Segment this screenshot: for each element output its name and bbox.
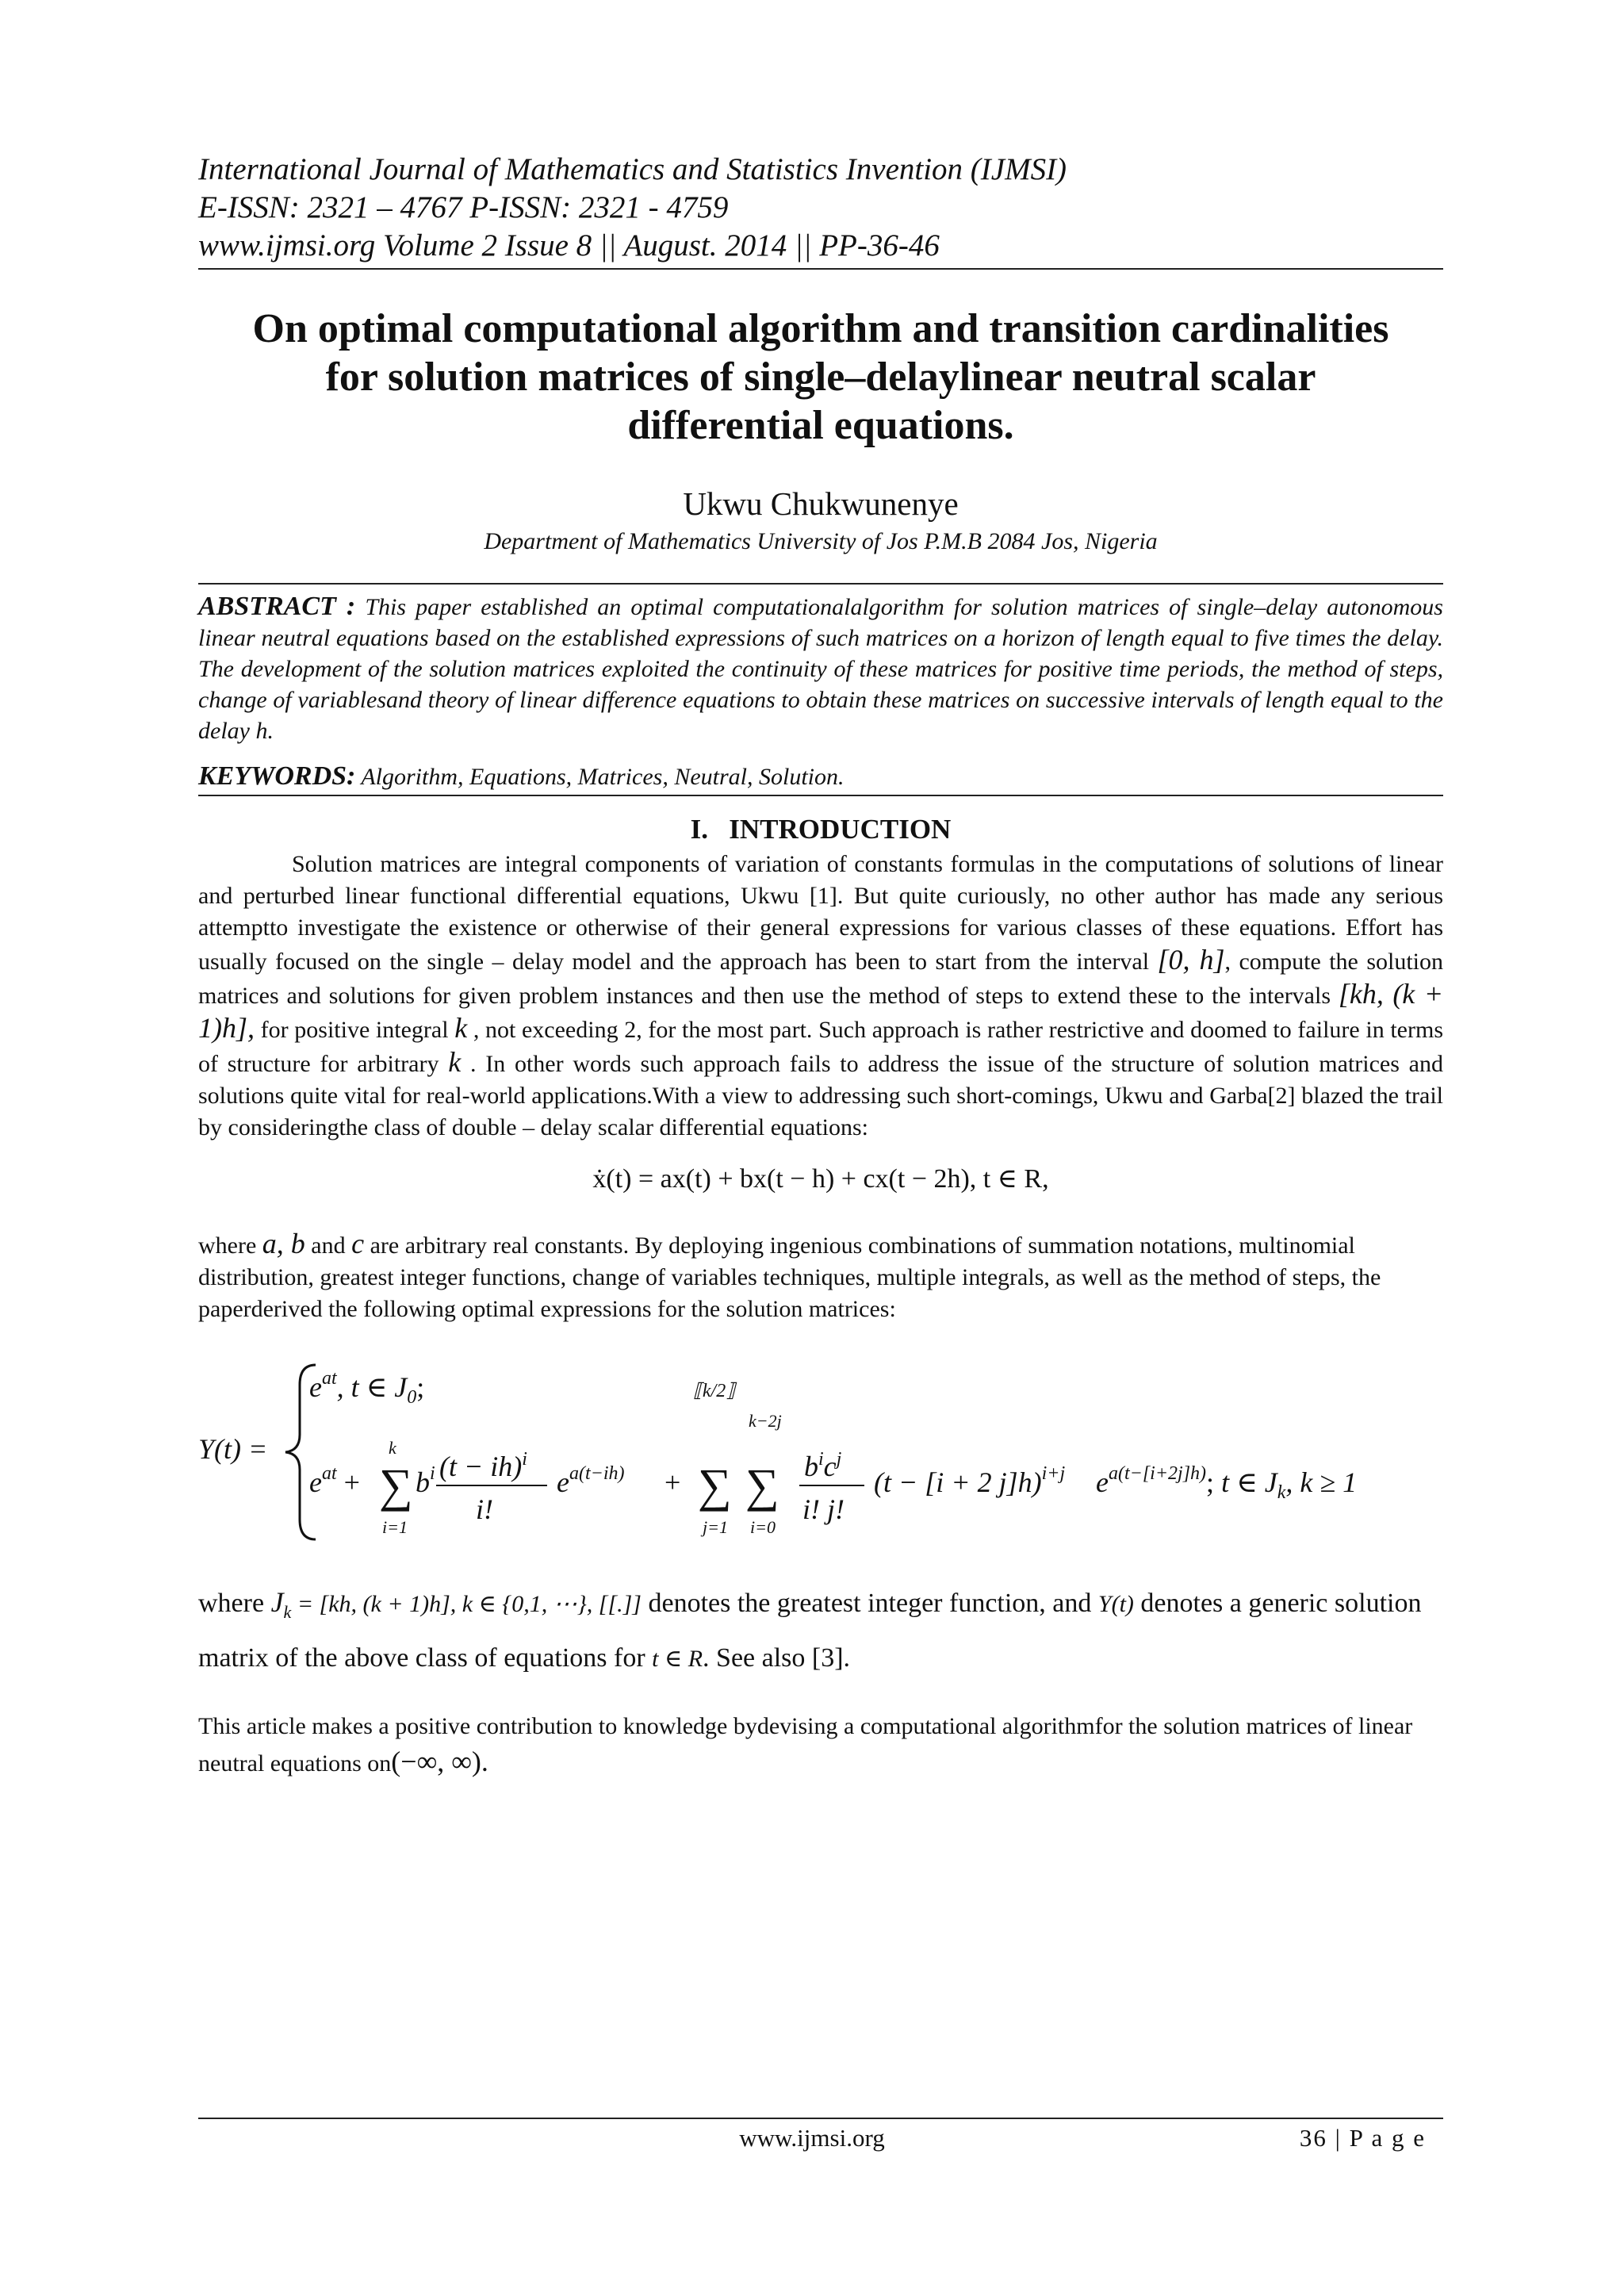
para3-text-2: denotes the greatest integer function, and xyxy=(641,1589,1098,1618)
svg-text:i! j!: i! j! xyxy=(802,1493,845,1525)
var-a-b: a, b xyxy=(262,1228,305,1259)
author-affiliation: Department of Mathematics University of Jos P.M.B 2084 Jos, Nigeria xyxy=(484,528,1158,554)
abstract-text: This paper established an optimal computationalalgorithm for solution matrices of single–delay autonomous linear neutral equations based on the established expressions of such matrices on a horizon of length equal to five times the delay. The development of the solution matrices exploited the continuity of these matrices for positive time periods, the method of steps, change of variablesand theory of linear difference equations to obtain these matrices on successive intervals of length equal to the delay h. xyxy=(198,594,1443,744)
interval-infinity: (−∞, ∞). xyxy=(391,1745,488,1777)
para2-and: and xyxy=(304,1232,352,1259)
journal-volume: www.ijmsi.org Volume 2 Issue 8 || August. 2014 || PP-36-46 xyxy=(198,228,940,263)
equation-1: ẋ(t) = ax(t) + bx(t − h) + cx(t − 2h), t ∈ R, xyxy=(592,1164,1049,1194)
para3-text-1: where xyxy=(198,1589,271,1618)
para4-text-1: This article makes a positive contribution to knowledge bydevising a computational algorithmfor the solution matrices of linear neutral equations on xyxy=(198,1712,1413,1777)
intro-text-1: Solution matrices are integral components of variation of constants formulas in the computations of solutions of linear and perturbed linear functional differential equations, Ukwu [1]. But quite curiously, no other author has made any serious attemptto investigate the existence or otherwise of their general expressions for various classes of these equations. Effort has usually focused on the single – delay model and the approach has been to start from the interval xyxy=(198,851,1443,975)
svg-text:k: k xyxy=(389,1438,396,1458)
formula-case-2 xyxy=(309,1381,1357,1537)
intro-text-5: . In other words such approach fails to address the issue of the structure of solution matrices and solutions quite vital for real-world applications.With a view to addressing such short-comings, Ukwu and Garba[2] blazed the trail by consideringthe class of double – delay scalar differential equations: xyxy=(198,1051,1443,1140)
intro-text-4: , not exceeding 2, for the most part. Such approach is rather restrictive and doomed to failure in terms of structure for arbitrary xyxy=(198,1017,1443,1077)
footer-website: www.ijmsi.org xyxy=(739,2124,885,2152)
svg-text:∑: ∑ xyxy=(379,1459,413,1512)
formula-lhs: Y(t) = xyxy=(198,1433,268,1465)
equation-2 xyxy=(198,1349,1443,1547)
intro-text-3: for positive integral xyxy=(255,1017,455,1043)
interval-0-h: [0, h] xyxy=(1157,944,1225,976)
paragraph-4 xyxy=(198,1709,1443,1781)
para2-text-2: are arbitrary real constants. By deploying ingenious combinations of summation notations, multinomial distribution, greatest integer functions, change of variables techniques, multiple integrals, as well as the method of steps, the paperderived the following optimal expressions for the solution matrices: xyxy=(198,1232,1381,1322)
abstract xyxy=(198,591,1443,746)
para3-text-3: denotes a generic solution matrix of the above class of equations for xyxy=(198,1589,1422,1673)
svg-text:i=0: i=0 xyxy=(750,1517,776,1537)
para2-text-1: where xyxy=(198,1232,262,1259)
var-t-in-R: t ∈ R xyxy=(652,1645,703,1672)
svg-text:i=1: i=1 xyxy=(382,1517,408,1537)
keywords-text: Algorithm, Equations, Matrices, Neutral, Solution. xyxy=(361,764,845,790)
svg-text:bi: $b^i$ xyxy=(416,1463,435,1498)
var-Yt: Y(t) xyxy=(1097,1591,1134,1617)
var-J: J xyxy=(270,1586,284,1618)
footer-divider xyxy=(198,2118,1443,2119)
paragraph-3 xyxy=(198,1579,1443,1682)
svg-text:i!: i! xyxy=(476,1493,493,1525)
svg-text:(t − [i + 2 j]h)i+j: (t − [i + 2 j]h)$^{i+j}$ xyxy=(874,1463,1066,1498)
journal-header xyxy=(198,151,1443,265)
svg-text:+: + xyxy=(665,1466,681,1498)
var-k-2: k xyxy=(448,1046,462,1078)
svg-text:⟦k/2⟧: ⟦k/2⟧ xyxy=(693,1381,736,1401)
keywords-divider xyxy=(198,795,1443,796)
interval-kh: [kh, (k + 1)h], xyxy=(198,978,1443,1044)
journal-issn: E-ISSN: 2321 – 4767 P-ISSN: 2321 - 4759 xyxy=(198,190,729,224)
svg-text:j=1: j=1 xyxy=(703,1517,728,1537)
svg-text:∑: ∑ xyxy=(745,1459,779,1512)
section-number: I. xyxy=(690,814,709,845)
abstract-label: ABSTRACT : xyxy=(198,592,356,621)
journal-name: International Journal of Mathematics and Statistics Invention (IJMSI) xyxy=(198,152,1067,186)
keywords xyxy=(198,761,1443,793)
author-name: Ukwu Chukwunenye xyxy=(683,485,959,522)
svg-text:ea(t−ih): $e^{a(t-ih)}$ xyxy=(557,1463,625,1498)
header-divider xyxy=(198,268,1443,270)
svg-text:k−2j: k−2j xyxy=(749,1411,782,1431)
svg-text:(t − ih)i: (t − ih)$^i$ xyxy=(439,1449,527,1482)
paragraph-2 xyxy=(198,1228,1443,1325)
footer-page-number: 36 | P a g e xyxy=(1299,2124,1426,2152)
svg-text:∑: ∑ xyxy=(698,1459,732,1512)
J-definition: = [kh, (k + 1)h], k ∈ {0,1, ⋯}, [[.]] xyxy=(291,1591,642,1617)
keywords-label: KEYWORDS: xyxy=(198,761,356,791)
paper-title: On optimal computational algorithm and transition cardinalities for solution matrices of single–delaylinear neutral scalar differential equations. xyxy=(252,306,1389,448)
svg-text:ea(t−[i+2j]h); t ∈ Jk, k ≥ 1: $e^{a(t-[i+2j]h)}$; t ∈ $J_k$, k ≥ 1 xyxy=(1096,1463,1358,1503)
intro-text-2: , compute the solution matrices and solutions for given problem instances and then use the method of steps to extend these to the intervals xyxy=(198,949,1443,1009)
var-c: c xyxy=(351,1228,365,1259)
solution-matrix-formula xyxy=(198,1349,1443,1547)
svg-text:eat +: $e^{at}$ + xyxy=(309,1463,360,1498)
formula-case-1: $e^{at}$, t ∈ $J_0$; xyxy=(309,1368,425,1408)
para3-text-4: . See also [3]. xyxy=(703,1642,851,1673)
var-J-sub: k xyxy=(283,1601,292,1622)
abstract-divider xyxy=(198,583,1443,585)
section-title: INTRODUCTION xyxy=(729,814,952,845)
intro-paragraph xyxy=(198,849,1443,1144)
svg-text:bicj: $b^ic^j$ xyxy=(804,1449,842,1482)
paper-page xyxy=(198,151,1443,1805)
var-k-1: k xyxy=(454,1012,468,1044)
section-heading xyxy=(198,814,1443,845)
